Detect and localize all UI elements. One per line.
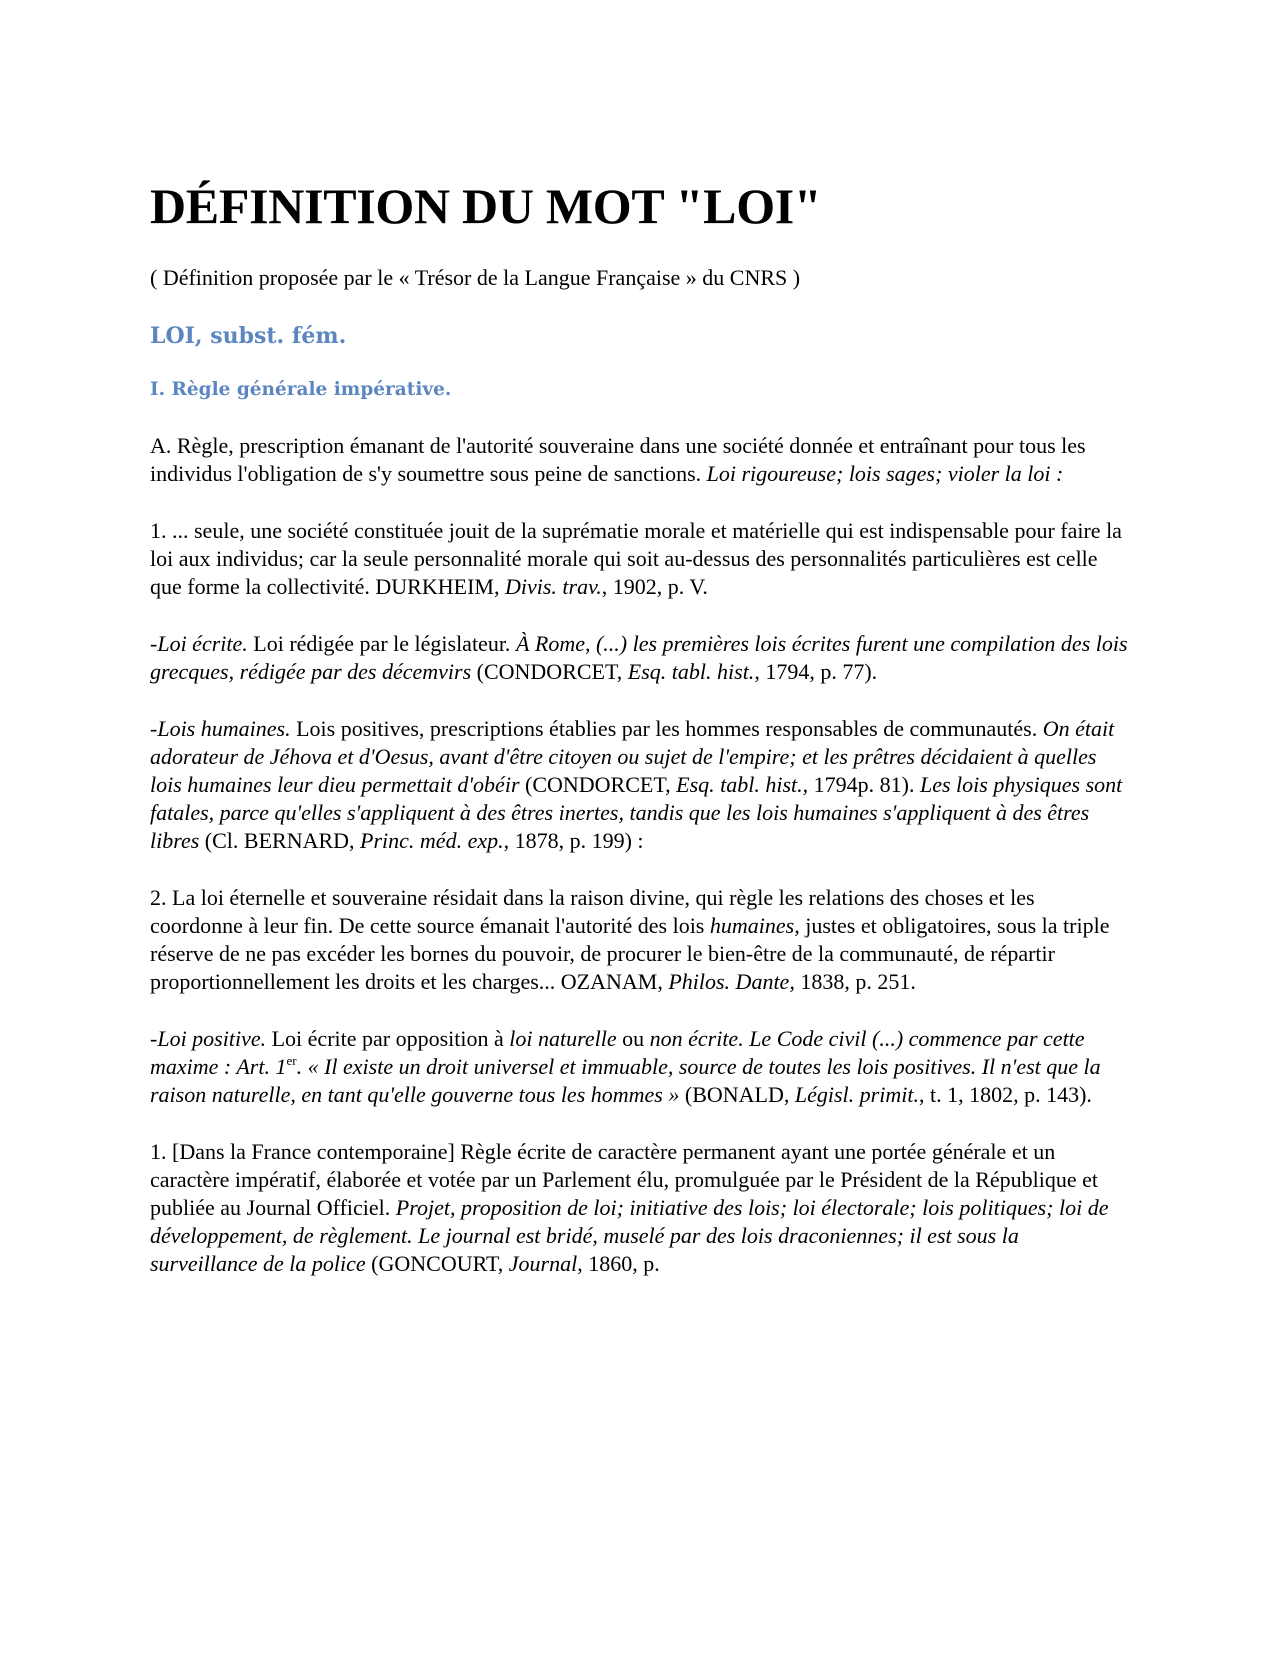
italic-text: Esq. tabl. hist. <box>627 659 755 684</box>
text-run: ou <box>616 1026 650 1051</box>
text-run: 1838, p. 251. <box>794 969 916 994</box>
italic-text: On était adorateur de Jéhova et d'Oesus, avant d'être citoyen ou sujet de l'empire; et les prêtres décidaient à quelles lois humaines leur dieu permettait d'obéir <box>150 716 1115 797</box>
text-run: 2. La loi éternelle et souveraine résidait dans la raison divine, qui règle les relations des choses et les coordonne à leur fin. De cette source émanait l'autorité des lois <box>150 885 1035 938</box>
definition-paragraph <box>150 432 1130 488</box>
text-run: , 1794p. 81). <box>802 772 920 797</box>
definition-paragraph <box>150 1138 1130 1278</box>
italic-text: Projet, proposition de loi; initiative des lois; loi électorale; lois politiques; loi de développement, de règlement. Le journal est bridé, muselé par des lois draconiennes; il est sous la surveillance de la police <box>150 1195 1109 1276</box>
italic-text: Loi écrite. <box>157 631 248 656</box>
document-page <box>150 178 1130 1278</box>
text-run: A. Règle, prescription émanant de l'autorité souveraine dans une société donnée et entraînant pour tous les individus l'obligation de s'y soumettre sous peine de sanctions. <box>150 433 1086 486</box>
italic-text: . « Il existe un droit universel et immuable, source de toutes les lois positives. Il n'est que la raison naturelle, en tant qu'elle gouverne tous les hommes » <box>150 1054 1101 1107</box>
text-run: - <box>150 1026 158 1051</box>
text-run: justes et obligatoires, sous la triple réserve de ne pas excéder les bornes du pouvoir, de procurer le bien-être de la communauté, de répartir proportionnellement les droits et les charges... OZANAM, <box>150 913 1110 994</box>
text-run: , 1860, p. <box>577 1251 660 1276</box>
text-run: Loi écrite par opposition à <box>266 1026 510 1051</box>
italic-text: Journal <box>508 1251 578 1276</box>
text-run: 1. [Dans la France contemporaine] Règle écrite de caractère permanent ayant une portée générale et un caractère impératif, élaborée et votée par un Parlement élu, promulguée par le Président de la République et publiée au Journal Officiel. <box>150 1139 1099 1220</box>
superscript-text: er <box>286 1052 297 1068</box>
page-title: DÉFINITION DU MOT "LOI" <box>150 178 822 234</box>
text-run: (GONCOURT, <box>365 1251 509 1276</box>
section-heading: I. Règle générale impérative. <box>150 379 452 400</box>
italic-text: Loi positive. <box>157 1026 267 1051</box>
text-run: - <box>150 716 158 741</box>
subtitle: ( Définition proposée par le « Trésor de la Langue Française » du CNRS ) <box>150 265 801 290</box>
italic-text: Philos. Dante, <box>668 969 795 994</box>
italic-text: Lois humaines. <box>157 716 291 741</box>
text-run: - <box>150 631 158 656</box>
text-run: (Cl. BERNARD, <box>199 828 361 853</box>
definition-body <box>150 432 1130 1278</box>
text-run: , 1794, p. 77). <box>754 659 878 684</box>
text-run: (CONDORCET, <box>471 659 628 684</box>
italic-text: loi naturelle <box>509 1026 617 1051</box>
italic-text: humaines, <box>709 913 800 938</box>
definition-paragraph <box>150 884 1130 996</box>
text-run: , 1878, p. 199) : <box>503 828 644 853</box>
text-run: (CONDORCET, <box>519 772 677 797</box>
text-run: (BONALD, <box>679 1082 795 1107</box>
text-run: Lois positives, prescriptions établies par les hommes responsables de communautés. <box>290 716 1043 741</box>
italic-text: Les lois physiques sont fatales, parce qu'elles s'appliquent à des êtres inertes, tandis que les lois humaines s'appliquent à des êtres libres <box>150 772 1123 853</box>
text-run: 1. ... seule, une société constituée jouit de la suprématie morale et matérielle qui est indispensable pour faire la loi aux individus; car la seule personnalité morale qui soit au-dessus des personnalités particulières est celle que forme la collectivité. DURKHEIM, <box>150 518 1122 599</box>
text-run: , 1902, p. V. <box>601 574 708 599</box>
definition-paragraph <box>150 1025 1130 1109</box>
italic-text: non écrite. Le Code civil (...) commence par cette maxime : Art. 1 <box>150 1026 1085 1079</box>
italic-text: Législ. primit. <box>794 1082 919 1107</box>
text-run: , t. 1, 1802, p. 143). <box>918 1082 1092 1107</box>
entry-heading: LOI, subst. fém. <box>150 323 347 349</box>
italic-text: Loi rigoureuse; lois sages; violer la loi : <box>706 461 1064 486</box>
italic-text: Princ. méd. exp. <box>360 828 504 853</box>
definition-paragraph <box>150 715 1130 855</box>
text-run: Loi rédigée par le législateur. <box>247 631 516 656</box>
italic-text: Divis. trav. <box>504 574 602 599</box>
definition-paragraph <box>150 517 1130 601</box>
italic-text: Esq. tabl. hist. <box>676 772 803 797</box>
definition-paragraph <box>150 630 1130 686</box>
italic-text: À Rome, (...) les premières lois écrites furent une compilation des lois grecques, rédigée par des décemvirs <box>150 631 1128 684</box>
